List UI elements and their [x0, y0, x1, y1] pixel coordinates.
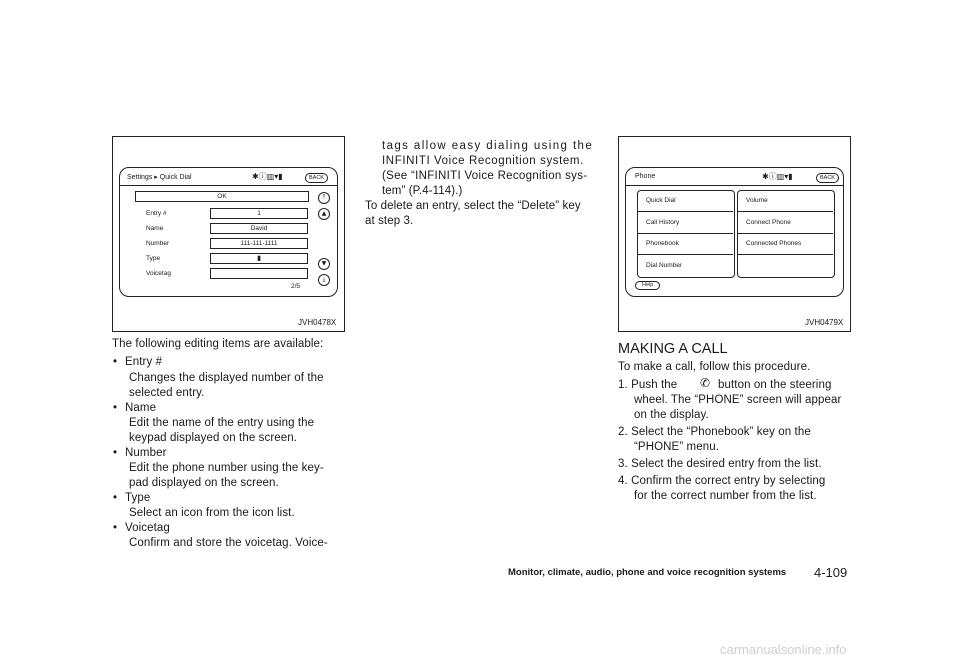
back-button[interactable]: BACK [816, 173, 839, 183]
row-value-entry[interactable]: 1 [210, 208, 308, 219]
figure-phone-menu [618, 136, 851, 332]
footer-section-title: Monitor, climate, audio, phone and voice recognition systems [508, 567, 787, 578]
figure-quick-dial [112, 136, 345, 332]
bottom-scroll-button[interactable]: ⤓ [318, 274, 330, 286]
menu-quick-dial[interactable]: Quick Dial [646, 197, 676, 204]
bullet: • [113, 447, 118, 459]
phone-screen [625, 167, 844, 297]
watermark: carmanualsonline.info [720, 642, 847, 657]
quick-dial-screen [119, 167, 338, 297]
bullet: • [113, 402, 118, 414]
step-line: button on the steering [718, 379, 832, 391]
page-indicator: 2/5 [291, 283, 301, 290]
para-line: INFINITI Voice Recognition system. [382, 155, 584, 167]
row-value-number[interactable]: 111-111-1111 [210, 238, 308, 249]
menu-dial-number[interactable]: Dial Number [646, 262, 683, 269]
item-desc: Changes the displayed number of the [129, 372, 324, 384]
step-line: “PHONE” menu. [634, 441, 720, 453]
para-line: at step 3. [365, 215, 414, 227]
step-line: on the display. [634, 409, 709, 421]
header-divider [626, 185, 843, 186]
menu-connected-phones[interactable]: Connected Phones [746, 240, 802, 247]
item-desc: Edit the name of the entry using the [129, 417, 315, 429]
step-line: 1. Push the [618, 379, 678, 391]
down-scroll-button[interactable]: ▼ [318, 258, 330, 270]
bullet: • [113, 356, 118, 368]
section-heading: MAKING A CALL [618, 341, 728, 357]
item-desc: Select an icon from the icon list. [129, 507, 295, 519]
screen-title: Phone [635, 173, 656, 180]
breadcrumb: Settings ▸ Quick Dial [127, 174, 192, 181]
help-button[interactable]: Help [635, 281, 660, 290]
item-desc: selected entry. [129, 387, 205, 399]
left-divider [638, 233, 733, 234]
item-term: Name [125, 402, 157, 414]
bullet: • [113, 492, 118, 504]
step-line: 4. Confirm the correct entry by selecting [618, 475, 826, 487]
row-value-name[interactable]: David [210, 223, 308, 234]
page-number: 4-109 [814, 565, 848, 580]
figure-id: JVH0479X [805, 318, 844, 327]
figure-id: JVH0478X [298, 318, 337, 327]
type-icon: ▮ [257, 255, 261, 262]
para-line: To make a call, follow this procedure. [618, 361, 811, 373]
para-line: tem” (P.4-114).) [382, 185, 463, 197]
item-term: Type [125, 492, 151, 504]
phone-button-icon: ✆ [700, 376, 711, 390]
top-scroll-button[interactable]: ⤒ [318, 192, 330, 204]
step-line: wheel. The “PHONE” screen will appear [634, 394, 842, 406]
row-label-type: Type [146, 255, 161, 262]
left-divider [638, 254, 733, 255]
item-term: Voicetag [125, 522, 170, 534]
right-divider [738, 254, 833, 255]
menu-call-history[interactable]: Call History [646, 219, 680, 226]
row-value-type[interactable] [210, 253, 308, 264]
row-label-number: Number [146, 240, 170, 247]
para-line: (See “INFINITI Voice Recognition sys- [382, 170, 588, 182]
item-desc: Edit the phone number using the key- [129, 462, 324, 474]
step-line: for the correct number from the list. [634, 490, 817, 502]
menu-connect-phone[interactable]: Connect Phone [746, 219, 791, 226]
item-desc: keypad displayed on the screen. [129, 432, 298, 444]
para-line: To delete an entry, select the “Delete” key [365, 200, 581, 212]
bullet: • [113, 522, 118, 534]
right-divider [738, 233, 833, 234]
status-icons: ✱ⓘ▥▾▮ [252, 172, 283, 181]
row-label-name: Name [146, 225, 164, 232]
row-label-voicetag: Voicetag [146, 270, 171, 277]
step-line: 2. Select the “Phonebook” key on the [618, 426, 811, 438]
up-scroll-button[interactable]: ▲ [318, 208, 330, 220]
status-icons: ✱ⓘ▥▾▮ [762, 172, 793, 181]
row-label-entry: Entry # [146, 210, 167, 217]
menu-phonebook[interactable]: Phonebook [646, 240, 679, 247]
intro-text: The following editing items are available: [112, 338, 324, 350]
menu-volume[interactable]: Volume [746, 197, 768, 204]
left-divider [638, 211, 733, 212]
item-term: Entry # [125, 356, 163, 368]
right-divider [738, 211, 833, 212]
para-line: tags allow easy dialing using the [382, 140, 594, 152]
item-desc: Confirm and store the voicetag. Voice- [129, 537, 328, 549]
step-line: 3. Select the desired entry from the list. [618, 458, 822, 470]
row-value-voicetag[interactable] [210, 268, 308, 279]
item-desc: pad displayed on the screen. [129, 477, 279, 489]
back-button[interactable]: BACK [305, 173, 328, 183]
header-divider [120, 185, 337, 186]
ok-button[interactable]: OK [135, 191, 309, 202]
item-term: Number [125, 447, 167, 459]
